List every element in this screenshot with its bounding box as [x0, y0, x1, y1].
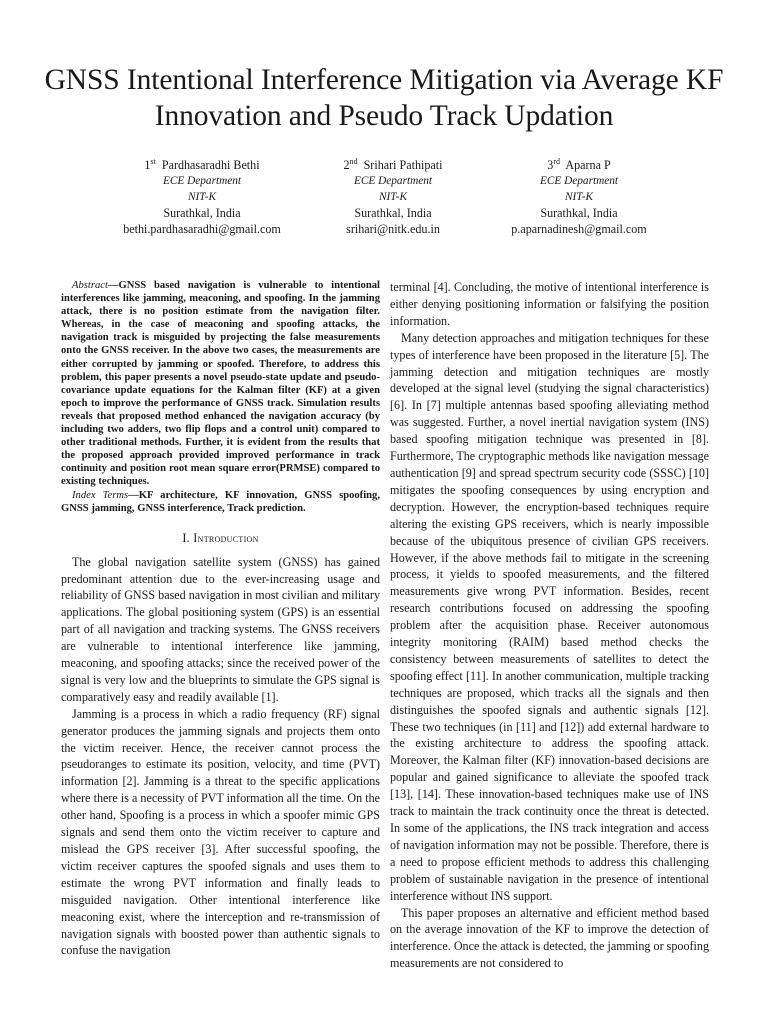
- author-name: Srihari Pathipati: [363, 158, 443, 173]
- author-city: Surathkal, India: [540, 206, 618, 221]
- author-email: srihari@nitk.edu.in: [346, 222, 440, 237]
- author-ordinal: 1: [144, 158, 151, 173]
- author-ordinal-suffix: st: [150, 157, 156, 166]
- author-name: Pardhasaradhi Bethi: [161, 158, 260, 173]
- paper-title: GNSS Intentional Interference Mitigation via Average KF Innovation and Pseudo Track Updation: [44, 64, 724, 132]
- index-terms-text: —KF architecture, KF innovation, GNSS spoofing, GNSS jamming, GNSS interference, Track prediction.: [61, 489, 380, 514]
- paragraph: Many detection approaches and mitigation techniques for these types of interference have been proposed in the literature [5]. The jamming detection and mitigation techniques are mostly developed at the signal level (studying the signal characteristics) [6]. In [7] multiple antennas based spoofing alleviating method was suggested. Further, a novel inertial navigation system (INS) based spoofing mitigation technique was presented in [8]. Furthermore, The cryptographic methods like navigation message authentication [9] and spread spectrum security code (SSSC) [10] mitigates the spoofing consequences by using encryption and decryption. However, the encryption-based techniques require altering the existing GPS receivers, which is nearly impossible because of the ubiquitous presence of civilian GPS receivers. However, if the above methods fail to mitigate in the screening process, it yields to spoofed measurements, and the filtered measurements give wrong PVT information. Besides, recent research contributions focused on addressing the spoofing problem after the acquisition phase. Receiver autonomous integrity monitoring (RAIM) based method checks the consistency between measurements of satellites to detect the spoofing effect [11]. In another communication, multiple tracking techniques are proposed, which tracks all the signals and then distinguishes the spoofed signals and authentic signals [12]. These two techniques (in [11] and [12]) add external hardware to the existing architecture to address the spoofing attack. Moreover, the Kalman filter (KF) innovation-based decisions are popular and gained significance to alleviate the spoofed track [13], [14]. These innovation-based techniques make use of INS track to maintain the track continuity once the threat is detected. In some of the applications, the INS track integration and access of navigation information may not be possible. Therefore, there is a need to propose efficient methods to address this challenging problem of sustainable navigation in the presence of intentional interference without INS support.: [390, 330, 709, 903]
- section-heading-introduction: I. Introduction: [182, 530, 259, 545]
- paragraph: This paper proposes an alternative and efficient method based on the average innovation of the KF to improve the detection of interference. Once the attack is detected, the jamming or spoofing measurements are not considered to: [390, 905, 709, 971]
- author-department: ECE Department: [162, 175, 242, 188]
- author-email: bethi.pardhasaradhi@gmail.com: [123, 222, 281, 237]
- author-name: Aparna P: [565, 158, 611, 173]
- right-column: [390, 279, 709, 972]
- author-organization: NIT-K: [378, 191, 408, 204]
- author-organization: NIT-K: [187, 191, 217, 204]
- author-ordinal: 2: [343, 158, 350, 173]
- abstract-text: —GNSS based navigation is vulnerable to intentional interferences like jamming, meaconing, and spoofing. In the jamming attack, there is no position estimate from the navigation filter. Whereas, in the case of meaconing and spoofing attacks, the navigation track is misguided by projecting the false measurements onto the GNSS receiver. In the above two cases, the measurements are either corrupted by jamming or spoofed. Therefore, to address this problem, this paper presents a novel pseudo-state update and pseudo-covariance update equations for the Kalman filter (KF) at a given epoch to improve the performance of GNSS track. Simulation results reveals that proposed method enhanced the navigation accuracy (by including two adders, two flip flops and a control unit) compared to other traditional methods. Further, it is evident from the results that the proposed approach provided improved performance in track continuity and position root mean square error(PRMSE) compared to existing techniques.: [61, 280, 380, 488]
- author-block: [0, 154, 768, 244]
- paragraph: terminal [4]. Concluding, the motive of intentional interference is either denying positioning information or falsifying the position information.: [390, 280, 709, 328]
- paragraph: Jamming is a process in which a radio frequency (RF) signal generator produces the jamming signals and projects them onto the victim receiver. Hence, the receiver cannot process the pseudoranges to estimate its position, velocity, and time (PVT) information [2]. Jamming is a threat to the specific applications where there is a necessity of PVT information all the time. On the other hand, Spoofing is a process in which a spoofer mimic GPS signals and send them onto the victim receiver to capture and mislead the GPS receiver [3]. After successful spoofing, the victim receiver captures the spoofed signals and uses them to estimate the wrong PVT information and finally leads to misguided navigation. Other intentional interference like meaconing exist, where the interception and re-transmission of navigation signals with boosted power than authentic signals to confuse the navigation: [61, 706, 380, 958]
- left-column: [61, 279, 380, 959]
- index-terms: [61, 489, 380, 515]
- paragraph: The global navigation satellite system (GNSS) has gained predominant attention due to the ever-increasing usage and reliability of GNSS based navigation in most civilian and military applications. The global positioning system (GPS) is an essential part of all navigation and tracking systems. The GNSS receivers are vulnerable to intentional interference like jamming, meaconing, and spoofing attacks; since the received power of the signal is very low and the blueprints to simulate the GPS signal is comparatively easy and readily available [1].: [61, 554, 380, 704]
- author-department: ECE Department: [353, 175, 433, 188]
- index-terms-label: Index Terms: [72, 489, 129, 501]
- author-organization: NIT-K: [564, 191, 594, 204]
- author-3-name-line: [464, 154, 694, 173]
- author-3: [464, 154, 694, 237]
- author-city: Surathkal, India: [354, 206, 432, 221]
- author-ordinal-suffix: rd: [553, 157, 560, 166]
- author-city: Surathkal, India: [163, 206, 241, 221]
- author-ordinal-suffix: nd: [349, 157, 358, 166]
- author-department: ECE Department: [539, 175, 619, 188]
- abstract-label: Abstract: [72, 280, 108, 291]
- abstract: [61, 279, 380, 489]
- author-ordinal: 3: [547, 158, 554, 173]
- author-email: p.aparnadinesh@gmail.com: [511, 222, 647, 237]
